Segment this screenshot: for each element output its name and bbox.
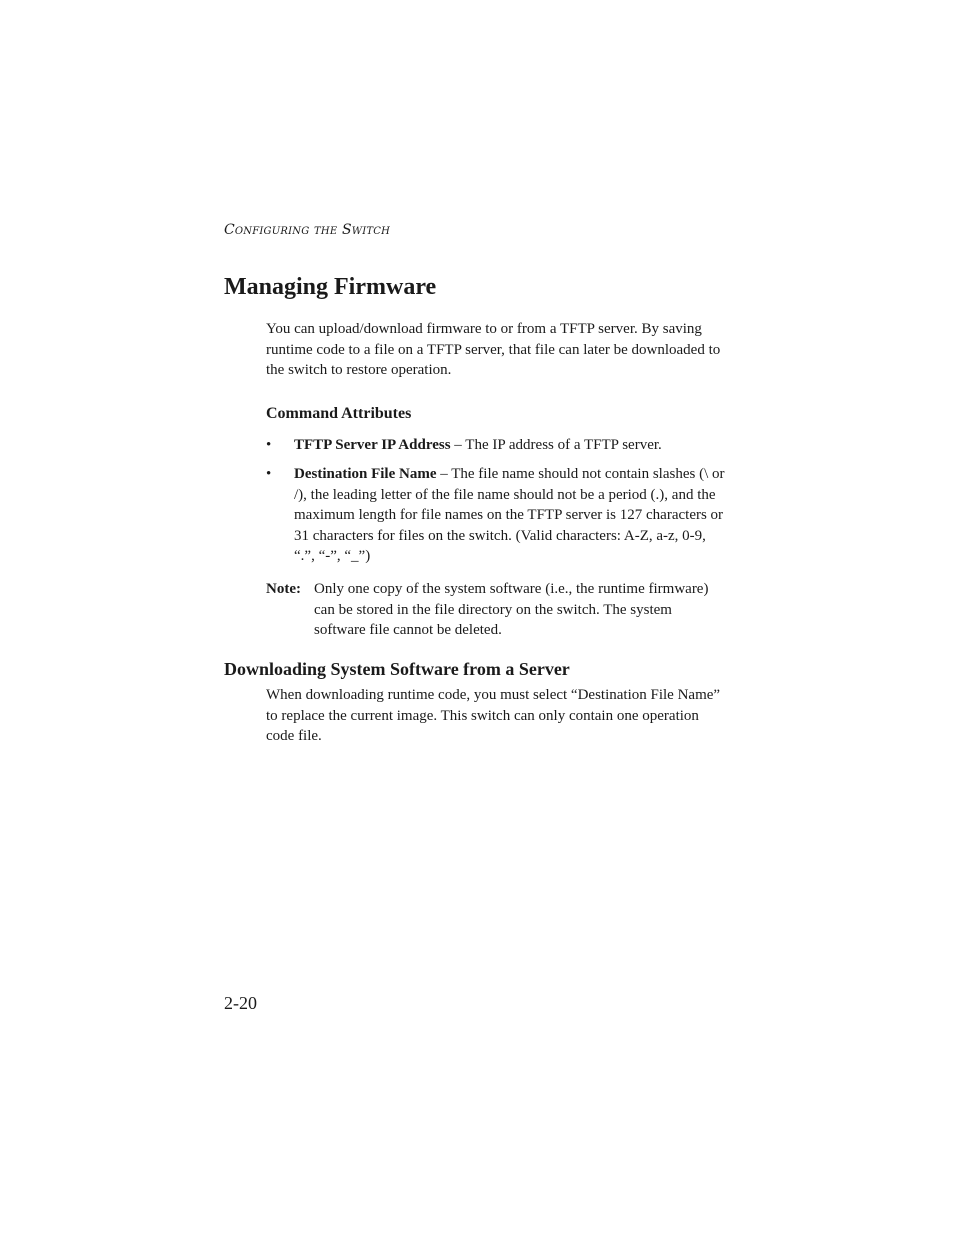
attribute-description: – The file name should not contain slashes (\ or /), the leading letter of the file name should not be a period (.), and the maximum length for file names on the TFTP server is 127 characters or 31 characters for files on the switch. (Valid characters: A-Z, a-z, 0-9, “.”, “-”, “_”) (294, 466, 725, 564)
intro-paragraph: You can upload/download firmware to or from a TFTP server. By saving runtime code to a file on a TFTP server, that file can later be downloaded to the switch to restore operation. (266, 321, 721, 378)
downloading-heading: Downloading System Software from a Server (224, 659, 570, 679)
downloading-paragraph: When downloading runtime code, you must select “Destination File Name” to replace the current image. This switch can only contain one operation code file. (266, 687, 721, 744)
attribute-description: – The IP address of a TFTP server. (450, 437, 662, 453)
running-header: Configuring the Switch (224, 222, 391, 238)
bullet-glyph: • (266, 466, 272, 482)
attribute-item-tftp-server-ip (266, 435, 726, 456)
attribute-content (294, 464, 726, 567)
note-label: Note: (266, 581, 301, 597)
page-title: Managing Firmware (224, 274, 437, 300)
page-number: 2-20 (224, 993, 257, 1013)
command-attributes-heading: Command Attributes (266, 405, 412, 422)
attribute-term: Destination File Name (294, 466, 437, 482)
attribute-item-destination-file-name (266, 464, 726, 567)
note-block (266, 579, 726, 641)
bullet-glyph: • (266, 437, 272, 453)
attribute-term: TFTP Server IP Address (294, 437, 451, 453)
note-text: Only one copy of the system software (i.e., the runtime firmware) can be stored in the file directory on the switch. The system software file cannot be deleted. (314, 581, 709, 638)
attribute-content (294, 435, 726, 456)
